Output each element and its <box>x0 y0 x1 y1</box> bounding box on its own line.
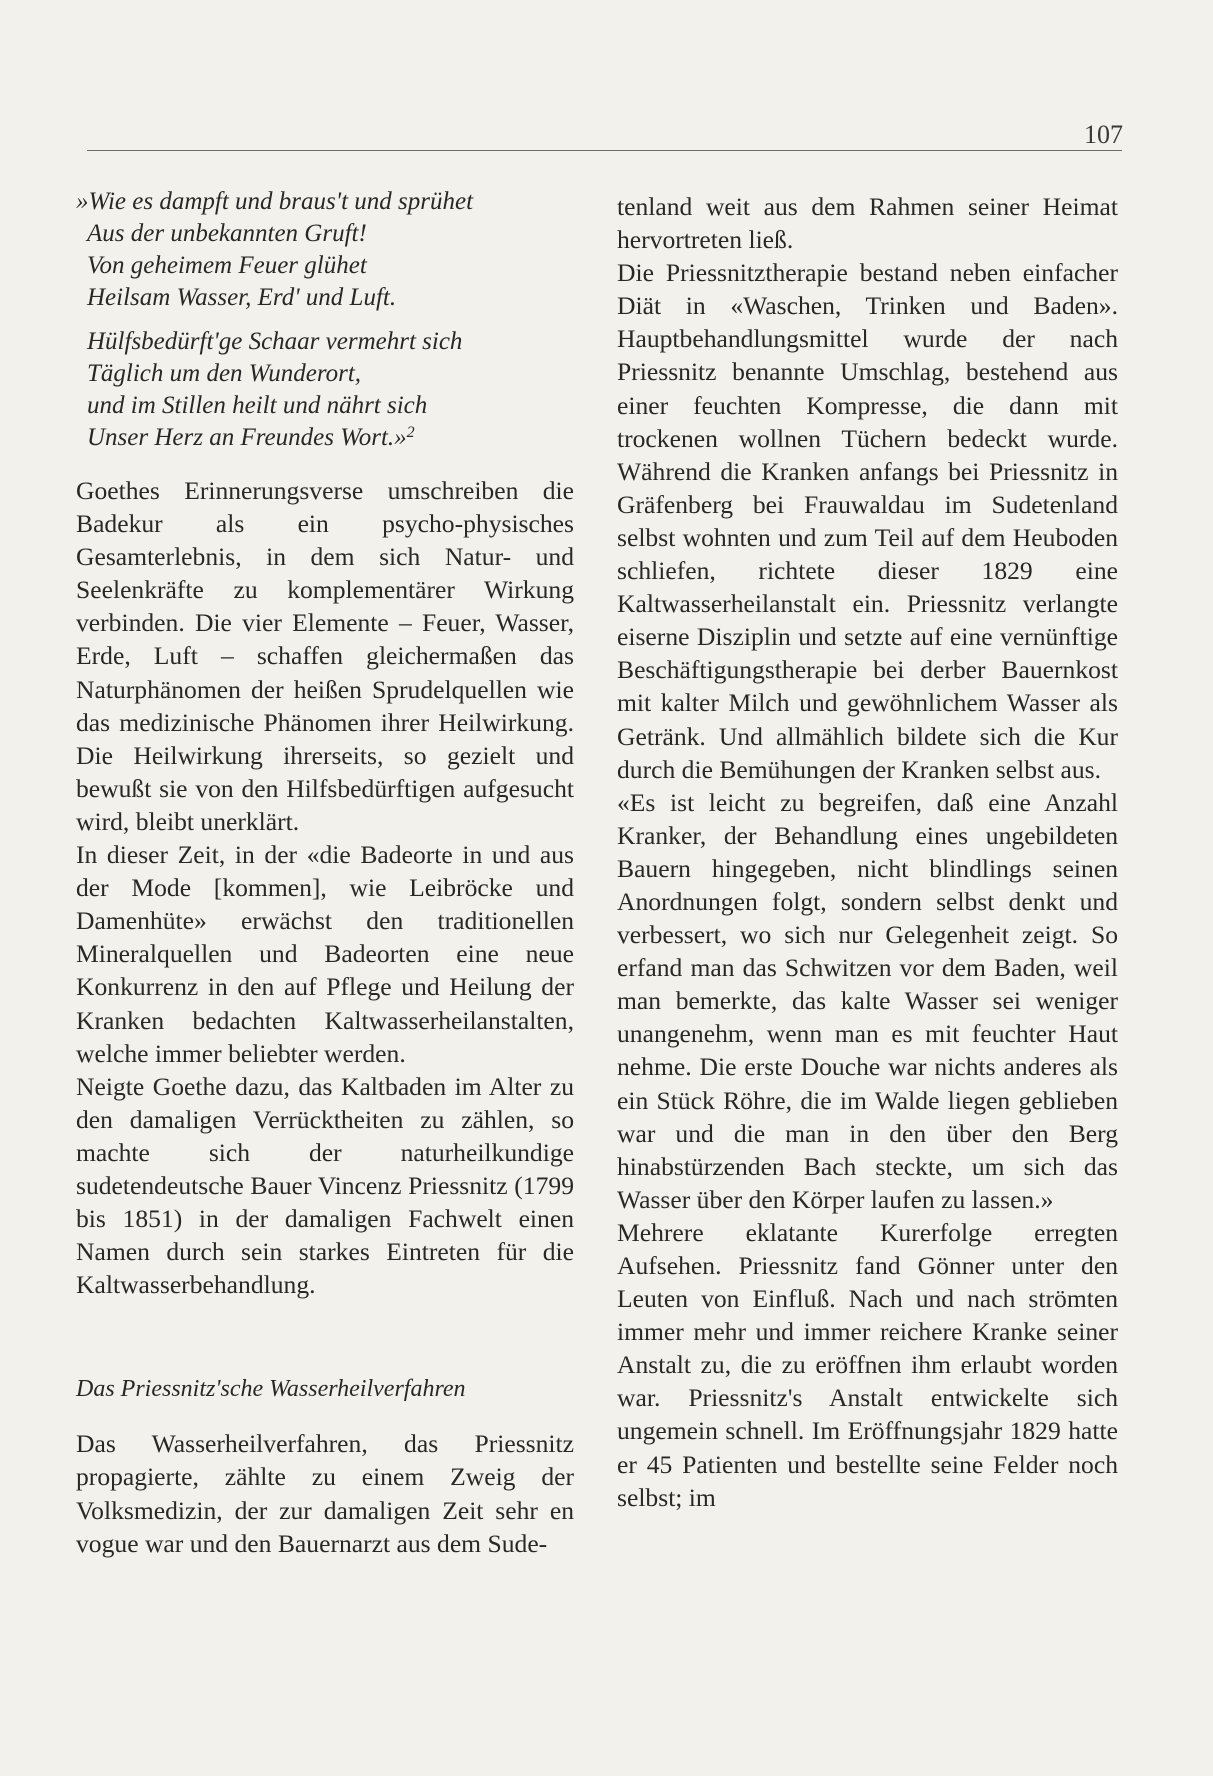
poem-verse <box>76 186 574 454</box>
footnote-marker: 2 <box>406 424 415 441</box>
verse-line: und im Stillen heilt und nährt sich <box>87 392 428 419</box>
body-paragraph: Die Priessnitztherapie bestand neben einfacher Diät in «Waschen, Trinken und Baden». Hauptbehandlungsmittel wurde der nach Priessnitz benannte Umschlag, bestehend aus einer feuchten Kompresse, die dann mit trockenen wollnen Tüchern bedeckt wurde. Während die Kranken anfangs bei Priessnitz in Gräfenberg bei Frauwaldau im Sudetenland selbst wohnten und zum Teil auf dem Heuboden schliefen, richtete dieser 1829 eine Kaltwasserheilanstalt ein. Priessnitz verlangte eiserne Disziplin und setzte auf eine vernünftige Beschäftigungstherapie bei derber Bauernkost mit kalter Milch und gewöhnlichem Wasser als Getränk. Und allmählich bildete sich die Kur durch die Bemühungen der Kranken selbst aus. <box>617 258 1118 784</box>
right-column <box>617 190 1118 1514</box>
quote-paragraph: «Es ist leicht zu begreifen, daß eine Anzahl Kranker, der Behandlung eines ungebildeten Bauern hingegeben, nicht blindlings seinen Anordnungen folgt, sondern selbst denkt und verbessert, wo sich nur Gelegenheit zeigt. So erfand man das Schwitzen vor dem Baden, weil man bemerkte, das kalte Wasser sei weniger unangenehm, wenn man es mit feuchter Haut nehme. Die erste Douche war nichts anderes als ein Stück Röhre, die im Walde liegen geblieben war und die man in den über den Berg hinabstürzenden Bach steckte, um sich das Wasser über den Körper laufen zu lassen.» <box>617 787 1118 1214</box>
verse-line: Aus der unbekannten Gruft! <box>87 220 367 247</box>
verse-line <box>76 422 574 454</box>
verse-line: Hülfsbedürft'ge Schaar vermehrt sich <box>87 328 463 355</box>
verse-line: Heilsam Wasser, Erd' und Luft. <box>87 284 397 311</box>
section-heading: Das Priessnitz'sche Wasserheilverfahren <box>76 1376 466 1403</box>
header-rule <box>87 150 1122 151</box>
page-number: 107 <box>1084 120 1123 149</box>
body-paragraph: In dieser Zeit, in der «die Badeorte in und aus der Mode [kommen], wie Leibröcke und Damenhüte» erwächst den traditionellen Mineralquellen und Badeorten eine neue Konkurrenz in den auf Pflege und Heilung der Kranken bedachten Kaltwasserheilanstalten, welche immer beliebter werden. <box>76 840 574 1068</box>
verse-line: Täglich um den Wunderort, <box>87 360 362 387</box>
stanza-gap <box>76 314 574 326</box>
body-paragraph: Das Wasserheilverfahren, das Priessnitz propagierte, zählte zu einem Zweig der Volksmedizin, der zur damaligen Zeit sehr en vogue war und den Bauernarzt aus dem Sude- <box>76 1429 574 1558</box>
left-column <box>76 186 574 1560</box>
body-paragraph: tenland weit aus dem Rahmen seiner Heimat hervortreten ließ. <box>617 192 1118 255</box>
verse-line: »Wie es dampft und braus't und sprühet <box>76 188 474 215</box>
body-paragraph: Mehrere eklatante Kurerfolge erregten Aufsehen. Priessnitz fand Gönner unter den Leuten von Einfluß. Nach und nach strömten immer mehr und immer reichere Kranke seiner Anstalt zu, die zu eröffnen ihm erlaubt worden war. Priessnitz's Anstalt entwickelte sich ungemein schnell. Im Eröffnungsjahr 1829 hatte er 45 Patienten und bestellte seine Felder noch selbst; im <box>617 1217 1118 1512</box>
verse-last-line-text: Unser Herz an Freundes Wort.» <box>87 424 407 451</box>
verse-line: Von geheimem Feuer glühet <box>87 252 367 279</box>
body-paragraph: Goethes Erinnerungsverse umschreiben die Badekur als ein psycho-physisches Gesamterlebnis, in dem sich Natur- und Seelenkräfte zu komplementärer Wirkung verbinden. Die vier Elemente – Feuer, Wasser, Erde, Luft – schaffen gleichermaßen das Naturphänomen der heißen Sprudelquellen wie das medizinische Phänomen ihrer Heilwirkung. Die Heilwirkung ihrerseits, so gezielt und bewußt sie von den Hilfsbedürftigen aufgesucht wird, bleibt unerklärt. <box>76 476 574 836</box>
body-paragraph: Neigte Goethe dazu, das Kaltbaden im Alter zu den damaligen Verrücktheiten zu zählen, so machte sich der naturheilkundige sudetendeutsche Bauer Vincenz Priessnitz (1799 bis 1851) in der damaligen Fachwelt einen Namen durch sein starkes Eintreten für die Kaltwasserbehandlung. <box>76 1071 574 1300</box>
